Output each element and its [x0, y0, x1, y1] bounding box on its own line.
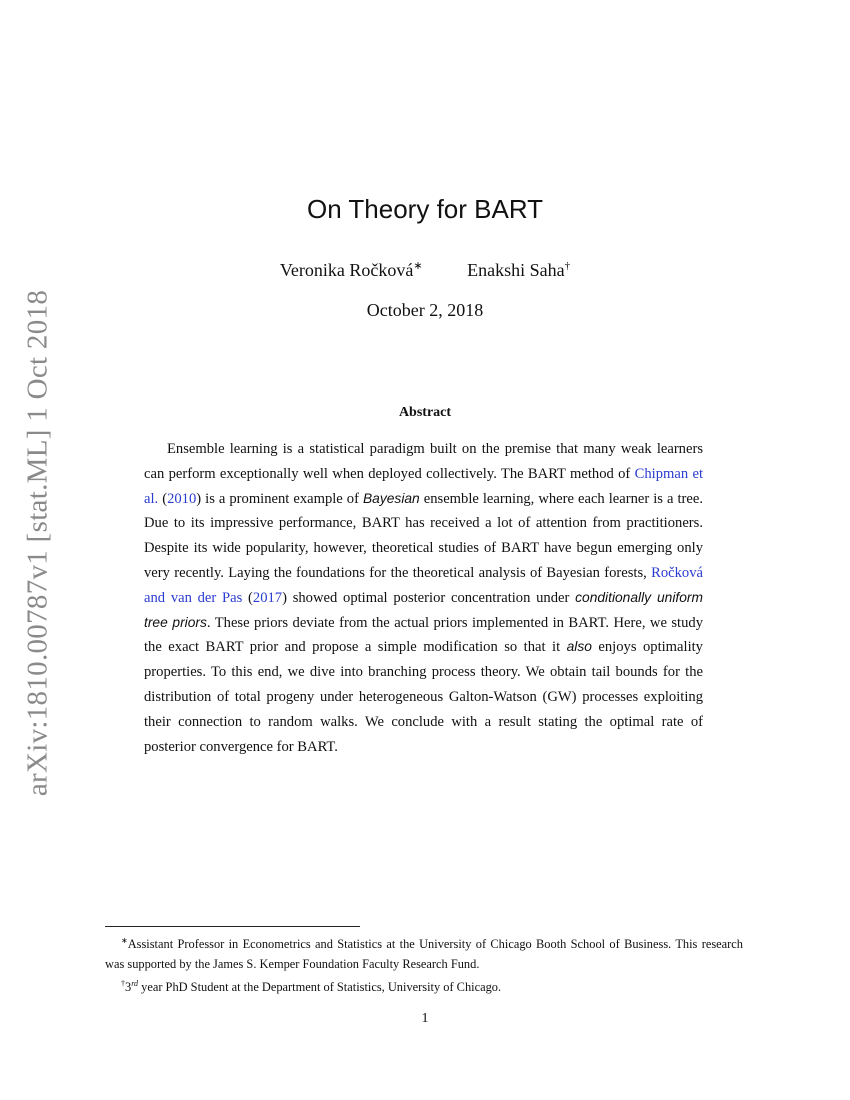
author-list	[0, 259, 850, 281]
paper-date: October 2, 2018	[366, 300, 484, 320]
citation-chipman-authors[interactable]: Chipman et al.	[144, 465, 703, 507]
abstract-text: enjoys optimality properties. To this end, we dive into branching process theory. We obtain tail bounds for the distribution of total progeny under heterogeneous Galton-Watson (GW) processes exploiting their connection to random walks. We conclude with a result stating the optimal rate of posterior convergence for BART.	[144, 639, 703, 755]
footnote-mark: †	[121, 979, 125, 988]
footnote-divider	[105, 926, 360, 927]
page-number: 1	[421, 1011, 429, 1026]
paper-title: On Theory for BART	[306, 194, 544, 224]
abstract-heading: Abstract	[398, 405, 452, 420]
author-name: Enakshi Saha	[467, 260, 565, 280]
author-footnote-mark[interactable]: ∗	[413, 260, 423, 272]
abstract-text: ensemble learning, where each learner is a tree. Due to its impressive performance, BART has received a lot of attention from practitioners. Despite its wide popularity, however, theoretical studies of BART have begun emerging only very recently. Laying the foundations for the theoretical analysis of Bayesian forests,	[144, 490, 703, 581]
footnote-2	[105, 974, 743, 997]
author-saha	[467, 260, 570, 281]
abstract-body: Ensemble learning is a statistical paradigm built on the premise that many weak learners can perform exceptionally well when deployed collectively. The BART method of Chipman et al. (2010) is a prominent example of Bayesian ensemble learning, where each learner is a tree. Due to its impressive performance, BART has received a lot of attention from practitioners. Despite its wide popularity, however, theoretical studies of BART have begun emerging only very recently. Laying the foundations for the theoretical analysis of Bayesian forests, Ročková and van der Pas (2017) showed optimal posterior concentration under conditionally uniform tree priors. These priors deviate from the actual priors implemented in BART. Here, we study the exact BART prior and propose a simple modification so that it also enjoys optimality properties. To this end, we dive into branching process theory. We obtain tail bounds for the distribution of total progeny under heterogeneous Galton-Watson (GW) processes exploiting their connection to random walks. We conclude with a result stating the optimal rate of posterior convergence for BART.	[144, 441, 703, 755]
abstract-emphasis: conditionally uniform tree priors	[144, 589, 703, 630]
arxiv-identifier-stamp: arXiv:1810.00787v1 [stat.ML] 1 Oct 2018	[21, 289, 54, 797]
abstract-text: is a prominent example of	[201, 490, 363, 507]
author-footnote-mark[interactable]: †	[564, 260, 571, 272]
citation-rockova-authors[interactable]: Ročková and van der Pas	[144, 564, 703, 606]
abstract-emphasis: also	[566, 639, 592, 655]
footnote-1	[105, 931, 743, 974]
footnote-text: Assistant Professor in Econometrics and Statistics at the University of Chicago Booth School of Business. This research was supported by the James S. Kemper Foundation Faculty Research Fund.	[105, 937, 743, 971]
footnotes	[105, 931, 743, 997]
abstract-emphasis: Bayesian	[362, 490, 420, 506]
abstract-text: Ensemble learning is a statistical paradigm built on the premise that many weak learners can perform exceptionally well when deployed collectively. The BART method of	[144, 441, 703, 482]
footnote-mark: ∗	[121, 936, 128, 945]
citation-chipman-year[interactable]: 2010	[167, 490, 197, 507]
footnote-ordinal-number: 3	[125, 980, 132, 994]
author-rockova	[280, 259, 423, 281]
citation-rockova-year[interactable]: 2017	[252, 589, 283, 606]
abstract-text: showed optimal posterior concentration under	[286, 589, 576, 606]
author-name: Veronika Ročková	[279, 260, 414, 280]
footnote-text: year PhD Student at the Department of Statistics, University of Chicago.	[138, 980, 502, 994]
abstract-text: . These priors deviate from the actual priors implemented in BART. Here, we study the exact BART prior and propose a simple modification so that it	[144, 614, 703, 656]
footnote-ordinal-suffix: rd	[131, 979, 139, 988]
